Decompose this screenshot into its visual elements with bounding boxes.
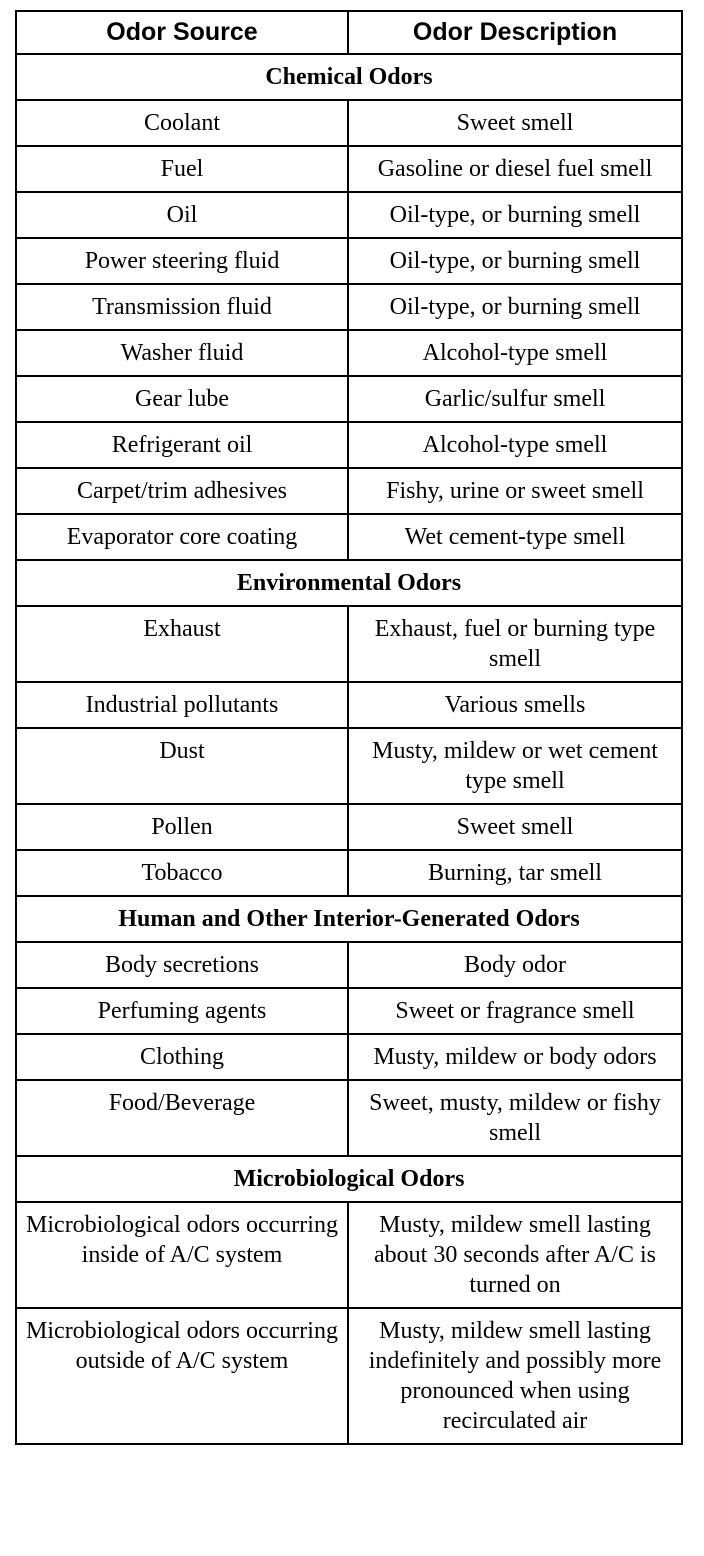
table-row	[16, 422, 682, 468]
table-row	[16, 682, 682, 728]
odor-description-cell: Sweet smell	[348, 804, 682, 850]
odor-description-cell: Oil-type, or burning smell	[348, 192, 682, 238]
table-row	[16, 330, 682, 376]
odor-source-cell: Carpet/trim adhesives	[16, 468, 348, 514]
odor-source-cell: Transmission fluid	[16, 284, 348, 330]
odor-description-cell: Musty, mildew smell lasting about 30 seconds after A/C is turned on	[348, 1202, 682, 1308]
table-row	[16, 606, 682, 682]
odor-description-cell: Oil-type, or burning smell	[348, 284, 682, 330]
odor-source-cell: Gear lube	[16, 376, 348, 422]
table-row	[16, 988, 682, 1034]
table-row	[16, 850, 682, 896]
odor-description-cell: Garlic/sulfur smell	[348, 376, 682, 422]
odor-source-cell: Food/Beverage	[16, 1080, 348, 1156]
odor-source-cell: Power steering fluid	[16, 238, 348, 284]
table-row	[16, 804, 682, 850]
odor-description-cell: Musty, mildew or body odors	[348, 1034, 682, 1080]
odor-description-cell: Musty, mildew or wet cement type smell	[348, 728, 682, 804]
odor-description-cell: Oil-type, or burning smell	[348, 238, 682, 284]
table-row	[16, 192, 682, 238]
odor-description-cell: Sweet smell	[348, 100, 682, 146]
odor-description-cell: Musty, mildew smell lasting indefinitely and possibly more pronounced when using recirculated air	[348, 1308, 682, 1444]
odor-description-cell: Sweet, musty, mildew or fishy smell	[348, 1080, 682, 1156]
table-row	[16, 146, 682, 192]
odor-description-cell: Body odor	[348, 942, 682, 988]
header-odor-description: Odor Description	[348, 11, 682, 54]
header-odor-source: Odor Source	[16, 11, 348, 54]
table-row	[16, 514, 682, 560]
section-row	[16, 54, 682, 100]
odor-source-cell: Evaporator core coating	[16, 514, 348, 560]
odor-source-cell: Dust	[16, 728, 348, 804]
table-row	[16, 376, 682, 422]
section-row	[16, 1156, 682, 1202]
table-row	[16, 284, 682, 330]
section-row	[16, 560, 682, 606]
section-title: Human and Other Interior-Generated Odors	[16, 896, 682, 942]
odor-description-cell: Various smells	[348, 682, 682, 728]
odor-source-cell: Microbiological odors occurring outside of A/C system	[16, 1308, 348, 1444]
odor-source-cell: Fuel	[16, 146, 348, 192]
odor-source-cell: Clothing	[16, 1034, 348, 1080]
table-row	[16, 468, 682, 514]
table-row	[16, 100, 682, 146]
odor-description-cell: Exhaust, fuel or burning type smell	[348, 606, 682, 682]
odor-source-cell: Tobacco	[16, 850, 348, 896]
table-row	[16, 238, 682, 284]
odor-source-cell: Perfuming agents	[16, 988, 348, 1034]
odor-source-cell: Body secretions	[16, 942, 348, 988]
header-row	[16, 11, 682, 54]
odor-description-cell: Gasoline or diesel fuel smell	[348, 146, 682, 192]
section-row	[16, 896, 682, 942]
table-row	[16, 1202, 682, 1308]
odor-description-cell: Alcohol-type smell	[348, 330, 682, 376]
odor-description-cell: Wet cement-type smell	[348, 514, 682, 560]
odor-description-cell: Alcohol-type smell	[348, 422, 682, 468]
section-title: Microbiological Odors	[16, 1156, 682, 1202]
odor-source-cell: Coolant	[16, 100, 348, 146]
odor-description-cell: Fishy, urine or sweet smell	[348, 468, 682, 514]
odor-source-cell: Industrial pollutants	[16, 682, 348, 728]
odor-source-cell: Microbiological odors occurring inside of A/C system	[16, 1202, 348, 1308]
table-row	[16, 942, 682, 988]
table-row	[16, 1034, 682, 1080]
odor-source-cell: Refrigerant oil	[16, 422, 348, 468]
table-row	[16, 728, 682, 804]
odor-source-cell: Oil	[16, 192, 348, 238]
table-row	[16, 1308, 682, 1444]
section-title: Chemical Odors	[16, 54, 682, 100]
table-body	[16, 54, 682, 1444]
odor-description-cell: Burning, tar smell	[348, 850, 682, 896]
odor-source-cell: Washer fluid	[16, 330, 348, 376]
odor-source-cell: Pollen	[16, 804, 348, 850]
section-title: Environmental Odors	[16, 560, 682, 606]
odor-description-cell: Sweet or fragrance smell	[348, 988, 682, 1034]
odor-table	[15, 10, 683, 1445]
table-row	[16, 1080, 682, 1156]
odor-source-cell: Exhaust	[16, 606, 348, 682]
